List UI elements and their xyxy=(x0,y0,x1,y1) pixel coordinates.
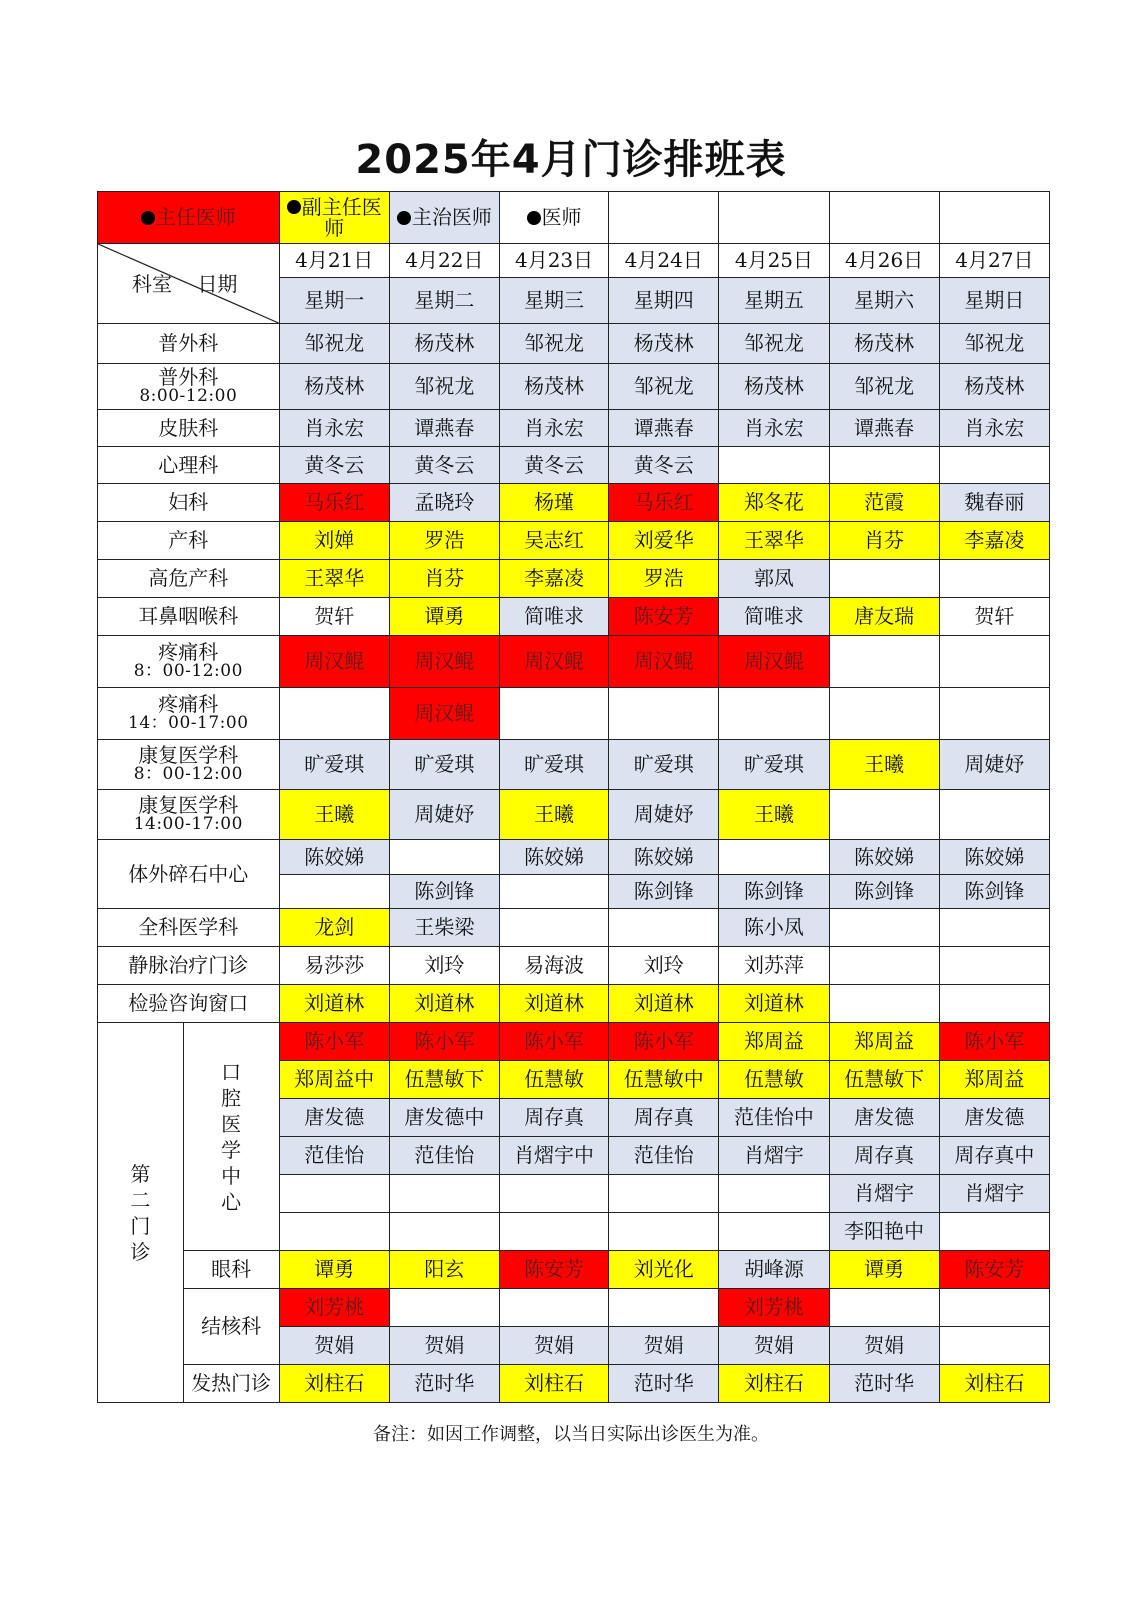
doctor-cell: 范时华 xyxy=(829,1365,939,1403)
doctor-cell: 肖芬 xyxy=(829,522,939,560)
department-cell xyxy=(98,522,280,560)
doctor-cell: 唐发德 xyxy=(279,1099,389,1137)
doctor-cell: 阳玄 xyxy=(389,1251,499,1289)
doctor-cell: 邹祝龙 xyxy=(829,364,939,410)
doctor-cell: 唐发德 xyxy=(939,1099,1049,1137)
doctor-cell: 魏春丽 xyxy=(939,484,1049,522)
doctor-cell: 罗浩 xyxy=(609,560,719,598)
empty-cell xyxy=(939,790,1049,840)
doctor-cell: 贺娟 xyxy=(499,1327,608,1365)
doctor-cell: 杨瑾 xyxy=(499,484,608,522)
doctor-cell: 郑周益 xyxy=(719,1023,829,1061)
legend-empty xyxy=(609,192,719,244)
doctor-cell: 旷爱琪 xyxy=(389,740,499,790)
doctor-cell: 唐友瑞 xyxy=(829,598,939,636)
weekday-cell: 星期二 xyxy=(389,278,499,324)
doctor-cell: 邹祝龙 xyxy=(499,324,608,364)
doctor-cell: 马乐红 xyxy=(279,484,389,522)
empty-cell xyxy=(829,909,939,947)
doctor-cell: 周汉鲲 xyxy=(719,636,829,688)
empty-cell xyxy=(939,985,1049,1023)
doctor-cell: 贺轩 xyxy=(279,598,389,636)
doctor-cell: 谭勇 xyxy=(279,1251,389,1289)
doctor-cell: 刘柱石 xyxy=(499,1365,608,1403)
doctor-cell: 简唯求 xyxy=(719,598,829,636)
doctor-cell: 伍慧敏下 xyxy=(829,1061,939,1099)
doctor-cell: 陈姣娣 xyxy=(279,840,389,875)
empty-cell xyxy=(609,1175,719,1213)
department-cell xyxy=(98,560,280,598)
doctor-cell: 谭燕春 xyxy=(389,410,499,447)
department-name: 高危产科 xyxy=(148,566,229,590)
doctor-cell: 陈姣娣 xyxy=(939,840,1049,875)
corner-header xyxy=(98,244,280,324)
weekday-cell: 星期五 xyxy=(719,278,829,324)
doctor-cell: 黄冬云 xyxy=(389,447,499,484)
empty-cell xyxy=(829,1289,939,1327)
department-name: 疼痛科 xyxy=(158,692,219,717)
doctor-cell: 陈姣娣 xyxy=(499,840,608,875)
empty-cell xyxy=(719,1175,829,1213)
schedule-row xyxy=(98,740,1050,790)
doctor-cell: 陈剑锋 xyxy=(719,875,829,909)
empty-cell xyxy=(829,636,939,688)
empty-cell xyxy=(939,909,1049,947)
doctor-cell: 周汉鲲 xyxy=(609,636,719,688)
doctor-cell: 周婕妤 xyxy=(389,790,499,840)
empty-cell xyxy=(829,688,939,740)
doctor-cell: 马乐红 xyxy=(609,484,719,522)
doctor-cell: 刘芳桃 xyxy=(719,1289,829,1327)
date-cell: 4月27日 xyxy=(939,244,1049,278)
department-cell: 发热门诊 xyxy=(183,1365,279,1403)
department-name: 产科 xyxy=(168,528,209,552)
department-name: 疼痛科 xyxy=(158,640,219,665)
doctor-cell: 贺轩 xyxy=(939,598,1049,636)
doctor-cell: 杨茂林 xyxy=(609,324,719,364)
doctor-cell: 唐发德 xyxy=(829,1099,939,1137)
empty-cell xyxy=(499,875,608,909)
doctor-cell: 郑周益 xyxy=(829,1023,939,1061)
doctor-cell: 贺娟 xyxy=(829,1327,939,1365)
doctor-cell: 周存真 xyxy=(499,1099,608,1137)
doctor-cell: 肖熠宇 xyxy=(939,1175,1049,1213)
empty-cell xyxy=(829,947,939,985)
department-name: 皮肤科 xyxy=(158,415,219,440)
doctor-cell: 王曦 xyxy=(719,790,829,840)
bullet-icon xyxy=(287,200,301,214)
doctor-cell: 龙剑 xyxy=(279,909,389,947)
doctor-cell: 刘柱石 xyxy=(279,1365,389,1403)
legend-chief: 主任医师 xyxy=(98,192,280,244)
doctor-cell: 陈小军 xyxy=(279,1023,389,1061)
doctor-cell: 陈剑锋 xyxy=(609,875,719,909)
empty-cell xyxy=(939,1289,1049,1327)
weekday-cell: 星期三 xyxy=(499,278,608,324)
department-name: 心理科 xyxy=(158,452,219,477)
doctor-cell: 贺娟 xyxy=(279,1327,389,1365)
doctor-cell: 刘婵 xyxy=(279,522,389,560)
doctor-cell: 陈小军 xyxy=(939,1023,1049,1061)
doctor-cell: 刘玲 xyxy=(609,947,719,985)
schedule-row xyxy=(98,985,1050,1023)
department-cell xyxy=(98,688,280,740)
empty-cell xyxy=(279,1213,389,1251)
doctor-cell: 范时华 xyxy=(389,1365,499,1403)
schedule-row xyxy=(98,324,1050,364)
empty-cell xyxy=(939,560,1049,598)
department-hours: 14:00-17:00 xyxy=(133,814,243,835)
empty-cell xyxy=(719,1213,829,1251)
bullet-icon xyxy=(527,211,541,225)
dental-center-label xyxy=(183,1023,279,1251)
doctor-cell: 刘爱华 xyxy=(609,522,719,560)
doctor-cell: 刘道林 xyxy=(609,985,719,1023)
legend-attending: 主治医师 xyxy=(389,192,499,244)
doctor-cell: 周汉鲲 xyxy=(499,636,608,688)
doctor-cell: 肖熠宇中 xyxy=(499,1137,608,1175)
empty-cell xyxy=(499,909,608,947)
empty-cell xyxy=(389,1289,499,1327)
doctor-cell: 唐发德中 xyxy=(389,1099,499,1137)
doctor-cell: 周存真 xyxy=(609,1099,719,1137)
department-cell: 全科医学科 xyxy=(98,909,280,947)
empty-cell xyxy=(609,1213,719,1251)
corner-date-label: 日期 xyxy=(197,272,238,296)
doctor-cell: 陈安芳 xyxy=(939,1251,1049,1289)
empty-cell xyxy=(609,1289,719,1327)
schedule-row xyxy=(98,560,1050,598)
empty-cell xyxy=(279,875,389,909)
doctor-cell: 李嘉凌 xyxy=(939,522,1049,560)
department-name: 耳鼻咽喉科 xyxy=(138,604,239,628)
schedule-table xyxy=(97,191,1050,1403)
doctor-cell: 王翠华 xyxy=(279,560,389,598)
doctor-cell: 郑周益中 xyxy=(279,1061,389,1099)
doctor-cell: 陈安芳 xyxy=(499,1251,608,1289)
doctor-cell: 王曦 xyxy=(279,790,389,840)
department-cell xyxy=(98,484,280,522)
doctor-cell: 刘柱石 xyxy=(939,1365,1049,1403)
schedule-row xyxy=(98,790,1050,840)
doctor-cell: 邹祝龙 xyxy=(609,364,719,410)
doctor-cell: 陈小凤 xyxy=(719,909,829,947)
department-hours: 8：00-12:00 xyxy=(133,661,243,682)
doctor-cell: 孟晓玲 xyxy=(389,484,499,522)
department-name: 普外科 xyxy=(158,331,219,355)
empty-cell xyxy=(939,636,1049,688)
doctor-cell: 范时华 xyxy=(609,1365,719,1403)
schedule-row xyxy=(98,522,1050,560)
empty-cell xyxy=(939,1213,1049,1251)
legend-empty xyxy=(939,192,1049,244)
doctor-cell: 伍慧敏 xyxy=(719,1061,829,1099)
doctor-cell: 陈小军 xyxy=(609,1023,719,1061)
department-hours: 8：00-12:00 xyxy=(133,764,243,785)
second-clinic-text: 第二门诊 xyxy=(130,1161,151,1264)
empty-cell xyxy=(719,447,829,484)
doctor-cell: 周汉鲲 xyxy=(279,636,389,688)
doctor-cell: 易海波 xyxy=(499,947,608,985)
doctor-cell: 杨茂林 xyxy=(279,364,389,410)
doctor-cell: 刘光化 xyxy=(609,1251,719,1289)
doctor-cell: 李嘉凌 xyxy=(499,560,608,598)
empty-cell xyxy=(609,688,719,740)
doctor-cell: 黄冬云 xyxy=(499,447,608,484)
doctor-cell: 范霞 xyxy=(829,484,939,522)
doctor-cell: 肖永宏 xyxy=(719,410,829,447)
doctor-cell: 周汉鲲 xyxy=(389,688,499,740)
doctor-cell: 杨茂林 xyxy=(389,324,499,364)
empty-cell xyxy=(829,560,939,598)
schedule-row xyxy=(98,1251,1050,1289)
doctor-cell: 王柴梁 xyxy=(389,909,499,947)
doctor-cell: 郑周益 xyxy=(939,1061,1049,1099)
doctor-cell: 周汉鲲 xyxy=(389,636,499,688)
department-cell: 检验咨询窗口 xyxy=(98,985,280,1023)
department-cell xyxy=(98,740,280,790)
department-cell: 体外碎石中心 xyxy=(98,840,280,909)
legend-physician: 医师 xyxy=(499,192,608,244)
legend-deputy-chief: 副主任医师 xyxy=(279,192,389,244)
doctor-cell: 贺娟 xyxy=(719,1327,829,1365)
department-name: 普外科 xyxy=(158,365,219,390)
empty-cell xyxy=(609,909,719,947)
empty-cell xyxy=(939,447,1049,484)
department-cell xyxy=(98,324,280,364)
doctor-cell: 肖永宏 xyxy=(279,410,389,447)
doctor-cell: 陈小军 xyxy=(389,1023,499,1061)
doctor-cell: 杨茂林 xyxy=(939,364,1049,410)
doctor-cell: 陈剑锋 xyxy=(829,875,939,909)
doctor-cell: 刘道林 xyxy=(499,985,608,1023)
doctor-cell: 陈安芳 xyxy=(609,598,719,636)
doctor-cell: 王曦 xyxy=(499,790,608,840)
doctor-cell: 杨茂林 xyxy=(719,364,829,410)
empty-cell xyxy=(939,1327,1049,1365)
doctor-cell: 旷爱琪 xyxy=(719,740,829,790)
doctor-cell: 旷爱琪 xyxy=(279,740,389,790)
doctor-cell: 胡峰源 xyxy=(719,1251,829,1289)
doctor-cell: 陈剑锋 xyxy=(939,875,1049,909)
doctor-cell: 王翠华 xyxy=(719,522,829,560)
doctor-cell: 谭燕春 xyxy=(609,410,719,447)
doctor-cell: 周婕妤 xyxy=(609,790,719,840)
doctor-cell: 李阳艳中 xyxy=(829,1213,939,1251)
doctor-cell: 刘道林 xyxy=(389,985,499,1023)
date-cell: 4月23日 xyxy=(499,244,608,278)
empty-cell xyxy=(939,947,1049,985)
empty-cell xyxy=(499,688,608,740)
doctor-cell: 旷爱琪 xyxy=(609,740,719,790)
empty-cell xyxy=(279,688,389,740)
doctor-cell: 邹祝龙 xyxy=(939,324,1049,364)
empty-cell xyxy=(939,688,1049,740)
weekday-cell: 星期六 xyxy=(829,278,939,324)
corner-dept-label: 科室 xyxy=(132,272,172,296)
empty-cell xyxy=(719,688,829,740)
schedule-row xyxy=(98,840,1050,875)
doctor-cell: 杨茂林 xyxy=(499,364,608,410)
weekday-cell: 星期四 xyxy=(609,278,719,324)
doctor-cell: 周存真 xyxy=(829,1137,939,1175)
doctor-cell: 邹祝龙 xyxy=(389,364,499,410)
page-title: 2025年4月门诊排班表 xyxy=(355,137,787,183)
department-name: 康复医学科 xyxy=(138,743,239,768)
doctor-cell: 谭燕春 xyxy=(829,410,939,447)
doctor-cell: 杨茂林 xyxy=(829,324,939,364)
schedule-row xyxy=(98,447,1050,484)
department-cell: 结核科 xyxy=(183,1289,279,1365)
doctor-cell: 吴志红 xyxy=(499,522,608,560)
empty-cell xyxy=(829,447,939,484)
weekday-cell: 星期一 xyxy=(279,278,389,324)
doctor-cell: 刘玲 xyxy=(389,947,499,985)
doctor-cell: 刘柱石 xyxy=(719,1365,829,1403)
empty-cell xyxy=(499,1175,608,1213)
doctor-cell: 刘苏萍 xyxy=(719,947,829,985)
dates-row xyxy=(98,244,1050,278)
bullet-icon xyxy=(397,211,411,225)
doctor-cell: 罗浩 xyxy=(389,522,499,560)
doctor-cell: 刘芳桃 xyxy=(279,1289,389,1327)
schedule-row xyxy=(98,1289,1050,1327)
empty-cell xyxy=(279,1175,389,1213)
doctor-cell: 周存真中 xyxy=(939,1137,1049,1175)
schedule-row xyxy=(98,364,1050,410)
bullet-icon xyxy=(141,211,155,225)
doctor-cell: 邹祝龙 xyxy=(279,324,389,364)
department-cell xyxy=(98,598,280,636)
schedule-row xyxy=(98,636,1050,688)
department-name: 康复医学科 xyxy=(138,793,239,818)
doctor-cell: 肖永宏 xyxy=(499,410,608,447)
department-cell xyxy=(98,364,280,410)
doctor-cell: 范佳怡 xyxy=(389,1137,499,1175)
doctor-cell: 肖熠宇 xyxy=(719,1137,829,1175)
empty-cell xyxy=(719,840,829,875)
doctor-cell: 黄冬云 xyxy=(279,447,389,484)
legend-empty xyxy=(719,192,829,244)
date-cell: 4月26日 xyxy=(829,244,939,278)
empty-cell xyxy=(389,840,499,875)
doctor-cell: 郭凤 xyxy=(719,560,829,598)
doctor-cell: 简唯求 xyxy=(499,598,608,636)
empty-cell xyxy=(389,1213,499,1251)
doctor-cell: 旷爱琪 xyxy=(499,740,608,790)
schedule-row xyxy=(98,484,1050,522)
doctor-cell: 易莎莎 xyxy=(279,947,389,985)
doctor-cell: 伍慧敏中 xyxy=(609,1061,719,1099)
department-cell xyxy=(98,410,280,447)
department-cell xyxy=(98,790,280,840)
department-cell: 眼科 xyxy=(183,1251,279,1289)
department-cell xyxy=(98,636,280,688)
empty-cell xyxy=(499,1213,608,1251)
schedule-row xyxy=(98,1023,1050,1061)
date-cell: 4月25日 xyxy=(719,244,829,278)
doctor-cell: 陈剑锋 xyxy=(389,875,499,909)
department-cell: 静脉治疗门诊 xyxy=(98,947,280,985)
doctor-cell: 范佳怡 xyxy=(279,1137,389,1175)
department-name: 妇科 xyxy=(168,490,209,514)
schedule-body xyxy=(98,192,1050,1403)
doctor-cell: 陈姣娣 xyxy=(829,840,939,875)
footnote: 备注：如因工作调整，以当日实际出诊医生为准。 xyxy=(373,1424,769,1445)
doctor-cell: 谭勇 xyxy=(829,1251,939,1289)
doctor-cell: 陈小军 xyxy=(499,1023,608,1061)
doctor-cell: 贺娟 xyxy=(609,1327,719,1365)
second-clinic-label xyxy=(98,1023,184,1403)
doctor-cell: 肖芬 xyxy=(389,560,499,598)
dental-center-text: 口腔医学中心 xyxy=(221,1059,242,1214)
empty-cell xyxy=(829,985,939,1023)
doctor-cell: 肖熠宇 xyxy=(829,1175,939,1213)
weekday-cell: 星期日 xyxy=(939,278,1049,324)
doctor-cell: 郑冬花 xyxy=(719,484,829,522)
doctor-cell: 周婕妤 xyxy=(939,740,1049,790)
schedule-row xyxy=(98,947,1050,985)
doctor-cell: 邹祝龙 xyxy=(719,324,829,364)
schedule-row xyxy=(98,410,1050,447)
department-hours: 8:00-12:00 xyxy=(139,386,238,407)
doctor-cell: 范佳怡中 xyxy=(719,1099,829,1137)
doctor-cell: 刘道林 xyxy=(719,985,829,1023)
schedule-row xyxy=(98,909,1050,947)
department-hours: 14：00-17:00 xyxy=(128,713,249,734)
doctor-cell: 伍慧敏 xyxy=(499,1061,608,1099)
legend-row xyxy=(98,192,1050,244)
doctor-cell: 陈姣娣 xyxy=(609,840,719,875)
doctor-cell: 伍慧敏下 xyxy=(389,1061,499,1099)
doctor-cell: 贺娟 xyxy=(389,1327,499,1365)
doctor-cell: 王曦 xyxy=(829,740,939,790)
doctor-cell: 黄冬云 xyxy=(609,447,719,484)
empty-cell xyxy=(499,1289,608,1327)
schedule-row xyxy=(98,688,1050,740)
legend-empty xyxy=(829,192,939,244)
date-cell: 4月21日 xyxy=(279,244,389,278)
department-cell xyxy=(98,447,280,484)
doctor-cell: 谭勇 xyxy=(389,598,499,636)
date-cell: 4月22日 xyxy=(389,244,499,278)
doctor-cell: 刘道林 xyxy=(279,985,389,1023)
doctor-cell: 范佳怡 xyxy=(609,1137,719,1175)
empty-cell xyxy=(829,790,939,840)
schedule-row xyxy=(98,1365,1050,1403)
empty-cell xyxy=(389,1175,499,1213)
date-cell: 4月24日 xyxy=(609,244,719,278)
schedule-row xyxy=(98,598,1050,636)
doctor-cell: 肖永宏 xyxy=(939,410,1049,447)
